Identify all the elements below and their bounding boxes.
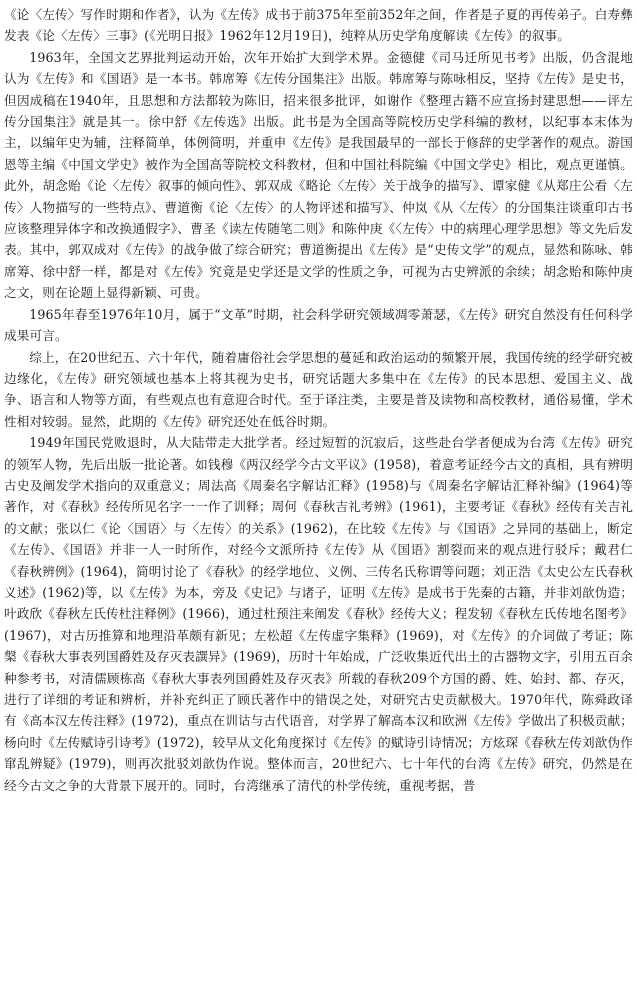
paragraph-5: 1949年国民党败退时，从大陆带走大批学者。经过短暂的沉寂后，这些赴台学者便成为台湾《左传》研究的领军人物，先后出版一批论著。如钱穆《两汉经学今古文平议》(1958)，着意考证经今古文的真相，具有辨明古史及阐发学术指向的双重意义；周法高《周秦名字解诂汇释》(1958)与《周秦名字解诂汇释补编》(1964)等著作，对《春秋》经传所见名字一一作了训释；周何《春秋吉礼考辨》(1961)，主要考证《春秋》经传有关吉礼的文献；张以仁《论〈国语〉与〈左传〉的关系》(1962)，在比较《左传》与《国语》之异同的基础上，断定《左传》、《国语》并非一人一时所作，对经今文派所持《左传》从《国语》割裂而来的观点进行驳斥；戴君仁《春秋辨例》(1964)，简明讨论了《春秋》的经学地位、义例、三传名氏称谓等问题；刘正浩《太史公左氏春秋义述》(1962)等，以《左传》为本，旁及《史记》与诸子，证明《左传》是成书于先秦的古籍，并非刘歆伪造；叶政欣《春秋左氏传杜注释例》(1966)，通过杜预注来阐发《春秋》经传大义；程发轫《春秋左氏传地名图考》(1967)，对古历推算和地理沿革颇有新见；左松超《左传虚字集释》(1969)，对《左传》的介词做了考证；陈槃《春秋大事表列国爵姓及存灭表譔异》(1969)，历时十年始成，广泛收集近代出土的古器物文字，引用五百余种参考书，对清儒顾栋高《春秋大事表列国爵姓及存灭表》所载的春秋209个方国的爵、姓、始封、都、存灭，进行了详细的考证和辨析，并补充纠正了顾氏著作中的错误之处，对研究古史贡献极大。1970年代，陈舜政译有《高本汉左传注释》(1972)，重点在训诂与古代语音，对学界了解高本汉和欧洲《左传》学做出了积极贡献；杨向时《左传赋诗引诗考》(1972)，较早从文化角度探讨《左传》的赋诗引诗情况；方炫琛《春秋左传刘歆伪作窜乱辨疑》(1979)，则再次批驳刘歆伪作说。整体而言，20世纪六、七十年代的台湾《左传》研究，仍然是在经今古文之争的大背景下展开的。同时，台湾继承了清代的朴学传统，重视考据，普 [4,435,633,793]
paragraph-2: 1963年，全国文艺界批判运动开始，次年开始扩大到学术界。金德健《司马迁所见书考》出版，仍含混地认为《左传》和《国语》是一本书。韩席筹《左传分国集注》出版。韩席筹与陈咏相反，坚持《左传》是史书，但因成稿在1940年，且思想和方法都较为陈旧，招来很多批评，如谢作《整理古籍不应宣扬封建思想——评左传分国集注》就是其一。徐中舒《左传选》出版。此书是为全国高等院校历史学科编的教材，以纪事本末体为主，以编年史为辅，注释简单，体例简明，并重申《左传》是我国最早的一部长于修辞的史学著作的观点。游国恩等主编《中国文学史》被作为全国高等院校文科教材，但和中国社科院编《中国文学史》相比，观点更谨慎。此外，胡念贻《论〈左传〉叙事的倾向性》、郭双成《略论〈左传〉关于战争的描写》、谭家健《从郑庄公看〈左传〉人物描写的一些特点》、曹道衡《论〈左传〉的人物评述和描写》、仲岚《从〈左传〉的分国集注谈重印古书应该整理异体字和改换通假字》、曹圣《读左传随笔二则》和陈仲庚《〈左传〉中的病理心理学思想》等文先后发表。其中，郭双成对《左传》的战争做了综合研究；曹道衡提出《左传》是“史传文学”的观点，显然和陈咏、韩席筹、徐中舒一样，都是对《左传》究竟是史学还是文学的性质之争，可视为古史辨派的余续；胡念贻和陈仲庚之文，则在论题上显得新颖、可贵。 [4,49,633,301]
paragraph-4: 综上，在20世纪五、六十年代，随着庸俗社会学思想的蔓延和政治运动的频繁开展，我国传统的经学研究被边缘化，《左传》研究领域也基本上将其视为史书，研究话题大多集中在《左传》的民本思想、爱国主义、战争、语言和人物等方面，有些观点也有意迎合时代。至于译注类，主要是普及读物和高校教材，通俗易懂，学术性相对较弱。显然，此期的《左传》研究还处在低谷时期。 [4,349,633,429]
paragraph-3: 1965年春至1976年10月，属于“文革”时期，社会科学研究领域凋零萧瑟，《左传》研究自然没有任何科学成果可言。 [4,306,633,344]
paragraph-1: 《论〈左传〉写作时期和作者》，认为《左传》成书于前375年至前352年之间，作者是子夏的再传弟子。白寿彝发表《论〈左传〉三事》(《光明日报》1962年12月19日)，纯粹从历史学角度解读《左传》的叙事。 [4,7,633,44]
